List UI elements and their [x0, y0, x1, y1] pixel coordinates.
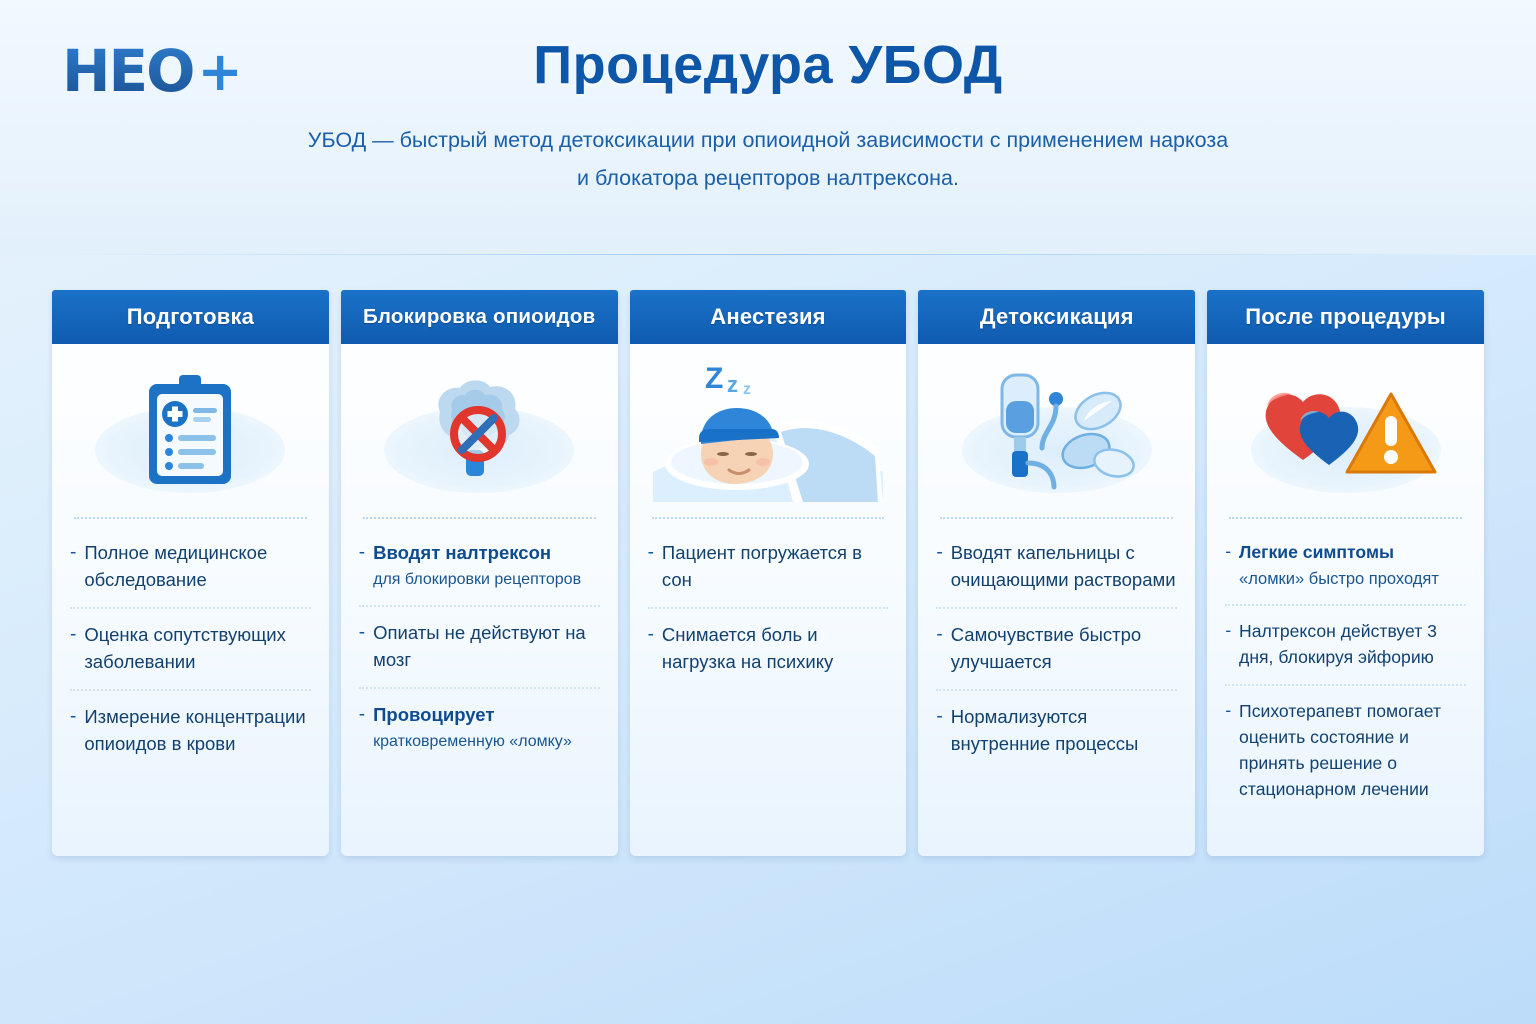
bullet-dash: - — [358, 703, 366, 725]
list-item — [1225, 698, 1466, 815]
list-item — [936, 539, 1177, 609]
bullet-text — [373, 701, 572, 754]
step-bullet-list — [918, 519, 1195, 856]
bullet-text — [373, 539, 581, 592]
bullet-dash: - — [70, 623, 77, 645]
list-item — [70, 539, 311, 609]
neo-plus-logo — [62, 36, 292, 106]
bullet-subtext: для блокировки рецепторов — [373, 571, 582, 589]
steps-container — [52, 290, 1484, 856]
bullet-dash: - — [1225, 541, 1232, 561]
list-item — [648, 621, 889, 689]
step-card-title: Анестезия — [630, 290, 907, 344]
bullet-subtext: «ломки» быстро проходят — [1239, 570, 1439, 589]
step-card-title: Блокировка опиоидов — [341, 290, 618, 344]
bullet-text: Вводят капельницы с очищающими растворами — [950, 542, 1176, 591]
bullet-dash: - — [1225, 620, 1232, 641]
step-bullet-list — [52, 519, 329, 856]
page-title: Процедура УБОД — [533, 35, 1003, 95]
step-icon-zone — [630, 344, 907, 519]
logo-text: HEO — [62, 37, 194, 105]
bullet-dash: - — [647, 542, 654, 563]
list-item — [359, 619, 600, 689]
step-bullet-list — [630, 519, 907, 856]
clipboard-medical-icon — [135, 372, 245, 492]
step-card-anesthesia — [630, 290, 907, 856]
list-item — [359, 701, 600, 767]
step-bullet-list — [341, 519, 618, 856]
sleeping-patient-icon — [653, 352, 883, 512]
bullet-text: Оценка сопутствующих заболевании — [84, 623, 286, 673]
subtitle-line-2: и блокатора рецепторов налтрексона. — [577, 165, 959, 190]
step-bullet-list — [1207, 519, 1484, 856]
iv-drip-pills-icon — [972, 367, 1142, 497]
step-card-detox — [918, 290, 1195, 856]
bullet-text-strong: Легкие симптомы — [1239, 542, 1394, 562]
list-item — [1225, 618, 1466, 685]
bullet-dash: - — [936, 623, 943, 645]
header-divider — [56, 254, 1480, 255]
bullet-dash: - — [70, 542, 77, 563]
bullet-text: Пациент погружается в сон — [661, 542, 862, 591]
page-header — [0, 0, 1536, 255]
bullet-dash: - — [936, 542, 943, 563]
svg-text:z: z — [742, 380, 751, 398]
step-card-title: Подготовка — [52, 290, 329, 344]
bullet-text: Снимается боль и нагрузка на психику — [661, 623, 834, 673]
step-icon-zone — [1207, 344, 1484, 519]
bullet-text: Измерение концентрации опиоидов в крови — [84, 705, 306, 754]
list-item — [936, 621, 1177, 691]
step-icon-zone — [918, 344, 1195, 519]
list-item — [1225, 539, 1466, 606]
svg-text:z: z — [726, 371, 738, 397]
step-icon-zone — [52, 344, 329, 519]
step-card-title: После процедуры — [1207, 290, 1484, 344]
bullet-text: Опиаты не действуют на мозг — [373, 622, 586, 671]
list-item — [70, 703, 311, 771]
svg-text:Z: Z — [704, 361, 724, 395]
bullet-text: Самочувствие быстро улучшается — [950, 623, 1142, 673]
bullet-dash: - — [358, 542, 366, 563]
list-item — [936, 703, 1177, 771]
bullet-text: Психотерапевт помогает оценить состояние и принять решение о стационарном лечении — [1239, 700, 1442, 799]
list-item — [359, 539, 600, 607]
step-card-after-procedure — [1207, 290, 1484, 856]
bullet-text: Нормализуются внутренние процессы — [950, 705, 1139, 754]
page-subtitle — [168, 122, 1368, 197]
logo-plus-icon: + — [197, 39, 243, 103]
bullet-text: Налтрексон действует 3 дня, блокируя эйфорию — [1239, 621, 1437, 668]
list-item — [648, 539, 889, 609]
bullet-text: Полное медицинское обследование — [84, 542, 268, 591]
bullet-dash: - — [1225, 699, 1232, 720]
bullet-dash: - — [70, 705, 77, 727]
bullet-dash: - — [647, 623, 654, 645]
step-icon-zone — [341, 344, 618, 519]
brain-blocked-icon — [404, 372, 554, 492]
bullet-text-strong: Вводят налтрексон — [373, 542, 552, 563]
bullet-text-strong: Провоцирует — [373, 703, 495, 725]
list-item — [70, 621, 311, 691]
bullet-text — [1239, 539, 1439, 591]
step-card-title: Детоксикация — [918, 290, 1195, 344]
bullet-dash: - — [936, 705, 943, 727]
step-card-opioid-blocking — [341, 290, 618, 856]
bullet-subtext: кратковременную «ломку» — [373, 733, 572, 751]
subtitle-line-1: УБОД — быстрый метод детоксикации при опиоидной зависимости с применением наркоза — [307, 128, 1229, 152]
heart-warning-icon — [1251, 372, 1441, 492]
bullet-dash: - — [358, 622, 366, 644]
step-card-preparation — [52, 290, 329, 856]
